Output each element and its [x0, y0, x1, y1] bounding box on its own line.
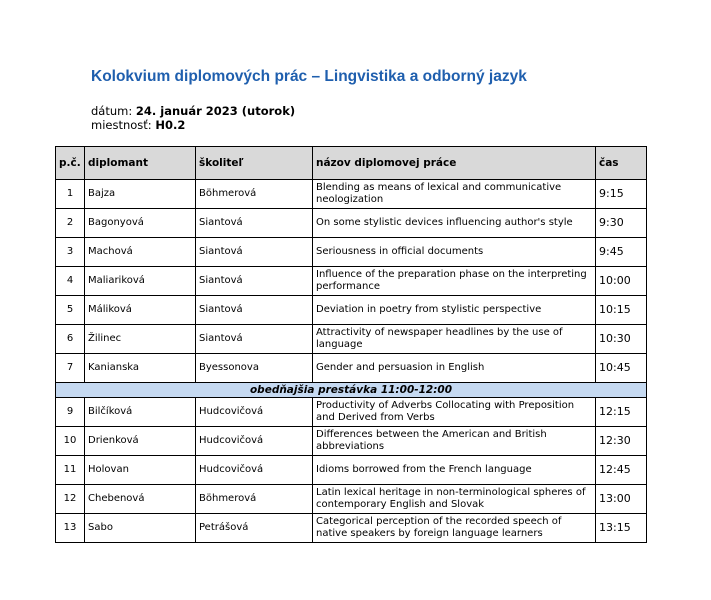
room-label: miestnosť:	[91, 118, 152, 132]
row-student: Žilinec	[85, 325, 196, 354]
row-thesis: Blending as means of lexical and communicative neologization	[313, 180, 596, 209]
row-student: Drienková	[85, 427, 196, 456]
row-thesis: Latin lexical heritage in non-terminological spheres of contemporary English and Slovak	[313, 485, 596, 514]
row-thesis: Productivity of Adverbs Collocating with Preposition and Derived from Verbs	[313, 398, 596, 427]
row-thesis: Deviation in poetry from stylistic perspective	[313, 296, 596, 325]
row-time: 12:15	[596, 398, 647, 427]
row-time: 12:30	[596, 427, 647, 456]
row-number: 7	[56, 354, 85, 383]
row-number: 12	[56, 485, 85, 514]
room-line	[91, 118, 185, 132]
row-supervisor: Siantová	[196, 209, 313, 238]
row-student: Kanianska	[85, 354, 196, 383]
row-supervisor: Hudcovičová	[196, 398, 313, 427]
row-student: Machová	[85, 238, 196, 267]
row-time: 10:15	[596, 296, 647, 325]
row-supervisor: Böhmerová	[196, 180, 313, 209]
row-student: Sabo	[85, 514, 196, 543]
table-row	[56, 514, 647, 543]
row-time: 9:45	[596, 238, 647, 267]
table-row	[56, 238, 647, 267]
row-number: 10	[56, 427, 85, 456]
row-supervisor: Siantová	[196, 325, 313, 354]
row-supervisor: Böhmerová	[196, 485, 313, 514]
row-student: Maliariková	[85, 267, 196, 296]
row-time: 10:00	[596, 267, 647, 296]
row-number: 3	[56, 238, 85, 267]
row-thesis: On some stylistic devices influencing author's style	[313, 209, 596, 238]
row-time: 9:15	[596, 180, 647, 209]
schedule-table	[55, 146, 647, 543]
row-thesis: Influence of the preparation phase on the interpreting performance	[313, 267, 596, 296]
row-student: Máliková	[85, 296, 196, 325]
table-row	[56, 485, 647, 514]
row-supervisor: Hudcovičová	[196, 456, 313, 485]
row-supervisor: Siantová	[196, 238, 313, 267]
row-supervisor: Siantová	[196, 267, 313, 296]
row-student: Bagonyová	[85, 209, 196, 238]
header-time: čas	[596, 147, 647, 180]
lunch-break-row	[56, 383, 647, 398]
row-number: 11	[56, 456, 85, 485]
row-number: 9	[56, 398, 85, 427]
lunch-break-label: obedňajšia prestávka 11:00-12:00	[56, 383, 647, 398]
row-student: Chebenová	[85, 485, 196, 514]
row-thesis: Differences between the American and British abbreviations	[313, 427, 596, 456]
table-row	[56, 180, 647, 209]
row-number: 4	[56, 267, 85, 296]
date-line	[91, 104, 295, 118]
row-time: 10:30	[596, 325, 647, 354]
row-time: 12:45	[596, 456, 647, 485]
row-time: 10:45	[596, 354, 647, 383]
date-label: dátum:	[91, 104, 133, 118]
row-supervisor: Siantová	[196, 296, 313, 325]
table-row	[56, 456, 647, 485]
header-thesis: názov diplomovej práce	[313, 147, 596, 180]
header-number: p.č.	[56, 147, 85, 180]
table-row	[56, 296, 647, 325]
table-header-row	[56, 147, 647, 180]
date-value: 24. január 2023 (utorok)	[135, 104, 296, 118]
row-student: Bajza	[85, 180, 196, 209]
row-thesis: Seriousness in official documents	[313, 238, 596, 267]
table-row	[56, 325, 647, 354]
row-thesis: Attractivity of newspaper headlines by the use of language	[313, 325, 596, 354]
row-number: 13	[56, 514, 85, 543]
row-number: 2	[56, 209, 85, 238]
table-row	[56, 209, 647, 238]
row-student: Bilčíková	[85, 398, 196, 427]
row-number: 1	[56, 180, 85, 209]
page-title: Kolokvium diplomových prác – Lingvistika a odborný jazyk	[91, 68, 527, 85]
row-supervisor: Byessonova	[196, 354, 313, 383]
table-row	[56, 427, 647, 456]
room-value: H0.2	[155, 118, 186, 132]
row-student: Holovan	[85, 456, 196, 485]
row-time: 13:15	[596, 514, 647, 543]
row-number: 5	[56, 296, 85, 325]
row-thesis: Categorical perception of the recorded speech of native speakers by foreign language learners	[313, 514, 596, 543]
row-time: 9:30	[596, 209, 647, 238]
header-supervisor: školiteľ	[196, 147, 313, 180]
row-thesis: Idioms borrowed from the French language	[313, 456, 596, 485]
table-row	[56, 267, 647, 296]
row-supervisor: Hudcovičová	[196, 427, 313, 456]
table-row	[56, 398, 647, 427]
row-number: 6	[56, 325, 85, 354]
row-thesis: Gender and persuasion in English	[313, 354, 596, 383]
table-row	[56, 354, 647, 383]
header-student: diplomant	[85, 147, 196, 180]
row-time: 13:00	[596, 485, 647, 514]
row-supervisor: Petrášová	[196, 514, 313, 543]
